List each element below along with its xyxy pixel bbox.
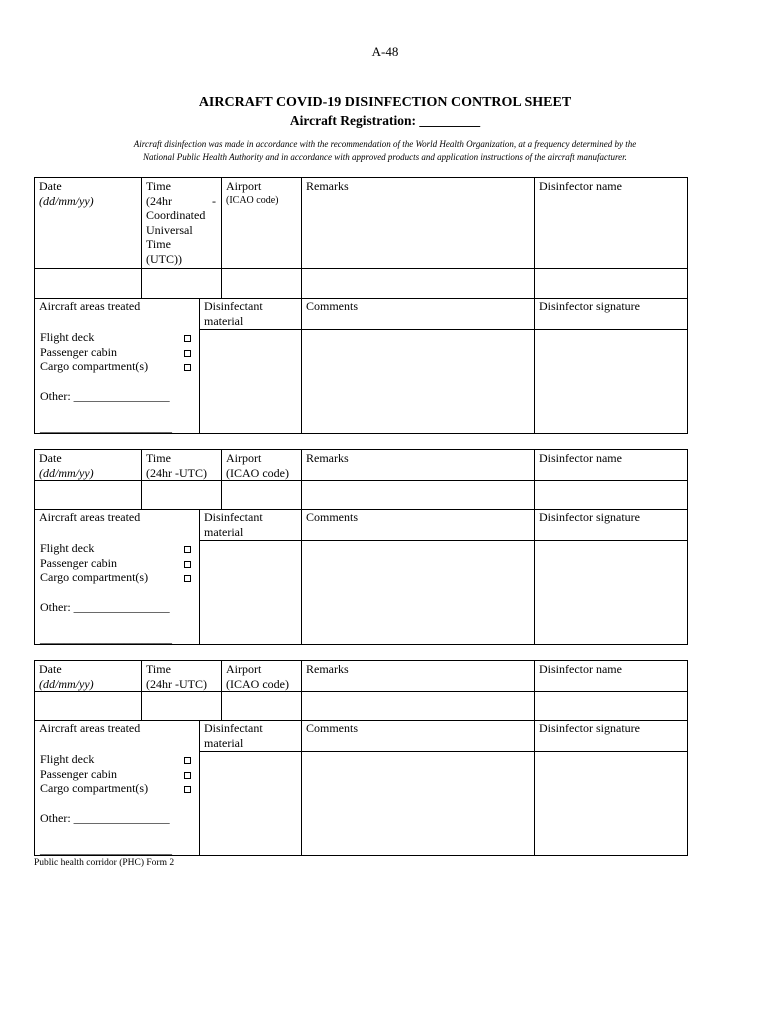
remarks-header: Remarks xyxy=(306,662,349,676)
airport-header: Airport (ICAO code) xyxy=(226,662,289,691)
area-passenger-cabin: Passenger cabin xyxy=(40,345,205,360)
disinfectant-header: Disinfectant material xyxy=(204,721,263,750)
area-passenger-cabin: Passenger cabin xyxy=(40,556,205,571)
other-line[interactable]: ______________________ xyxy=(40,420,172,434)
disinfectant-header: Disinfectant material xyxy=(204,299,263,328)
cargo-checkbox[interactable] xyxy=(184,364,191,371)
page-number: A-48 xyxy=(371,44,399,59)
disinfector-signature-header: Disinfector signature xyxy=(539,510,640,524)
time-header: Time (24hr -UTC) xyxy=(146,451,207,480)
passenger-cabin-checkbox[interactable] xyxy=(184,350,191,357)
flight-deck-checkbox[interactable] xyxy=(184,335,191,342)
record-block-1 xyxy=(34,177,687,434)
comments-header: Comments xyxy=(306,299,359,313)
airport-header: Airport (ICAO code) xyxy=(226,179,279,206)
cargo-checkbox[interactable] xyxy=(184,575,191,582)
intro-text xyxy=(60,138,710,163)
disinfector-name-header: Disinfector name xyxy=(539,662,622,676)
comments-header: Comments xyxy=(306,721,359,735)
disinfectant-header: Disinfectant material xyxy=(204,510,263,539)
date-header: Date (dd/mm/yy) xyxy=(39,179,94,208)
time-header: Time (24hr - Coordinated Universal Time (UTC)) xyxy=(146,179,216,266)
aircraft-registration-line: Aircraft Registration: _________ xyxy=(289,113,481,128)
area-flight-deck: Flight deck xyxy=(40,752,205,767)
disinfector-signature-header: Disinfector signature xyxy=(539,299,640,313)
areas-treated-header: Aircraft areas treated xyxy=(39,510,141,524)
record-block-3 xyxy=(34,660,687,856)
areas-checklist xyxy=(34,330,205,374)
form-footer: Public health corridor (PHC) Form 2 xyxy=(34,858,175,868)
date-header: Date (dd/mm/yy) xyxy=(39,451,94,480)
flight-deck-checkbox[interactable] xyxy=(184,546,191,553)
areas-checklist xyxy=(34,541,205,585)
areas-treated-header: Aircraft areas treated xyxy=(39,299,141,313)
area-flight-deck: Flight deck xyxy=(40,330,205,345)
flight-deck-checkbox[interactable] xyxy=(184,757,191,764)
time-header: Time (24hr -UTC) xyxy=(146,662,207,691)
disinfector-signature-header: Disinfector signature xyxy=(539,721,640,735)
other-field[interactable]: Other: ________________ xyxy=(40,600,170,614)
area-flight-deck: Flight deck xyxy=(40,541,205,556)
other-line[interactable]: ______________________ xyxy=(40,631,172,645)
other-field[interactable]: Other: ________________ xyxy=(40,811,170,825)
intro-line-2: National Public Health Authority and in accordance with approved products and application instructions of the aircraft manufacturer. xyxy=(143,151,627,162)
cargo-checkbox[interactable] xyxy=(184,786,191,793)
airport-header: Airport (ICAO code) xyxy=(226,451,289,480)
date-header: Date (dd/mm/yy) xyxy=(39,662,94,691)
other-field[interactable]: Other: ________________ xyxy=(40,389,170,403)
area-cargo: Cargo compartment(s) xyxy=(40,781,205,796)
areas-checklist xyxy=(34,752,205,796)
comments-header: Comments xyxy=(306,510,359,524)
remarks-header: Remarks xyxy=(306,179,349,193)
area-cargo: Cargo compartment(s) xyxy=(40,570,205,585)
remarks-header: Remarks xyxy=(306,451,349,465)
passenger-cabin-checkbox[interactable] xyxy=(184,561,191,568)
record-block-2 xyxy=(34,449,687,645)
areas-treated-header: Aircraft areas treated xyxy=(39,721,141,735)
passenger-cabin-checkbox[interactable] xyxy=(184,772,191,779)
other-line[interactable]: ______________________ xyxy=(40,842,172,856)
area-cargo: Cargo compartment(s) xyxy=(40,359,205,374)
page-title: AIRCRAFT COVID-19 DISINFECTION CONTROL SHEET xyxy=(198,95,572,110)
area-passenger-cabin: Passenger cabin xyxy=(40,767,205,782)
disinfector-name-header: Disinfector name xyxy=(539,451,622,465)
disinfector-name-header: Disinfector name xyxy=(539,179,622,193)
intro-line-1: Aircraft disinfection was made in accordance with the recommendation of the World Health Organization, at a frequency determined by the xyxy=(133,139,637,149)
